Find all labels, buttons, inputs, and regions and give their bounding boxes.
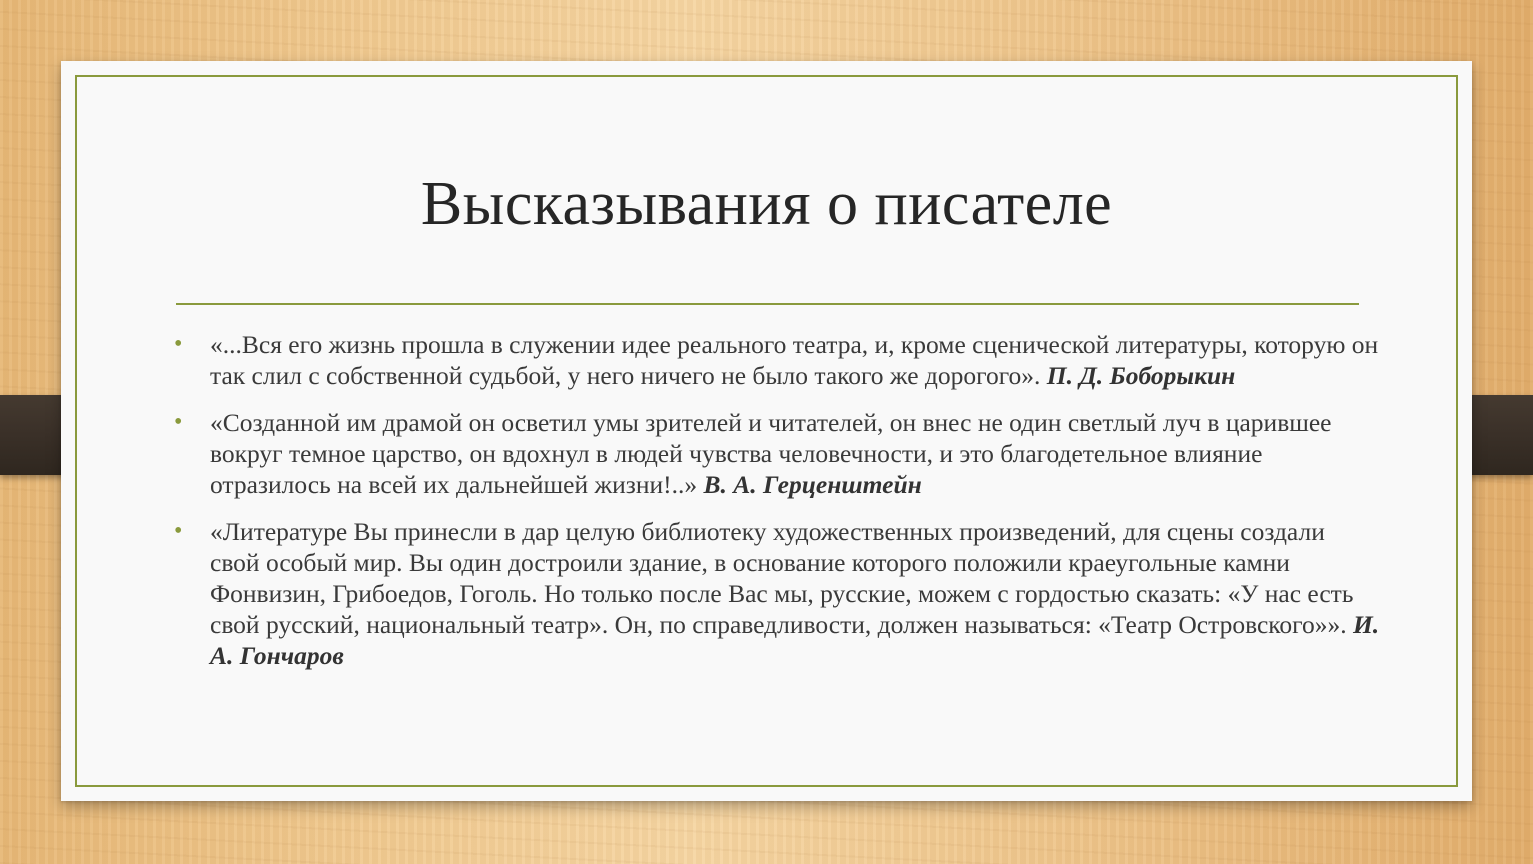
quote-text: «Литературе Вы принесли в дар целую библиотеку художественных произведений, для сцены создали свой особый мир. Вы один достроили здание, в основание которого положили краеугольные камни Фонвизин, Грибоедов, Гоголь. Но только после Вас мы, русские, можем с гордостью сказать: «У нас есть свой русский, национальный театр». Он, по справедливости, должен называться: «Театр Островского»». xyxy=(210,517,1354,639)
quote-author: И. А. Гончаров xyxy=(210,610,1380,670)
quote-item xyxy=(174,407,1380,500)
quote-item xyxy=(174,329,1380,391)
quote-author: В. А. Герценштейн xyxy=(703,470,922,499)
slide-title: Высказывания о писателе xyxy=(420,170,1113,238)
bullet-icon: • xyxy=(174,409,183,435)
quote-item xyxy=(174,516,1380,671)
quote-list xyxy=(174,329,1380,687)
quote-author: П. Д. Боборыкин xyxy=(1046,361,1236,390)
bullet-icon: • xyxy=(174,331,183,357)
bullet-icon: • xyxy=(174,518,183,544)
slide xyxy=(61,61,1472,801)
quote-text: «...Вся его жизнь прошла в служении идее реального театра, и, кроме сценической литературы, которую он так слил с собственной судьбой, у него ничего не было такого же дорогого». xyxy=(210,330,1379,390)
quote-text: «Созданной им драмой он осветил умы зрителей и читателей, он внес не один светлый луч в царившее вокруг темное царство, он вдохнул в людей чувства человечности, и это благодетельное влияние отразилось на всей их дальнейшей жизни!..» xyxy=(210,408,1332,499)
title-divider xyxy=(176,303,1359,305)
